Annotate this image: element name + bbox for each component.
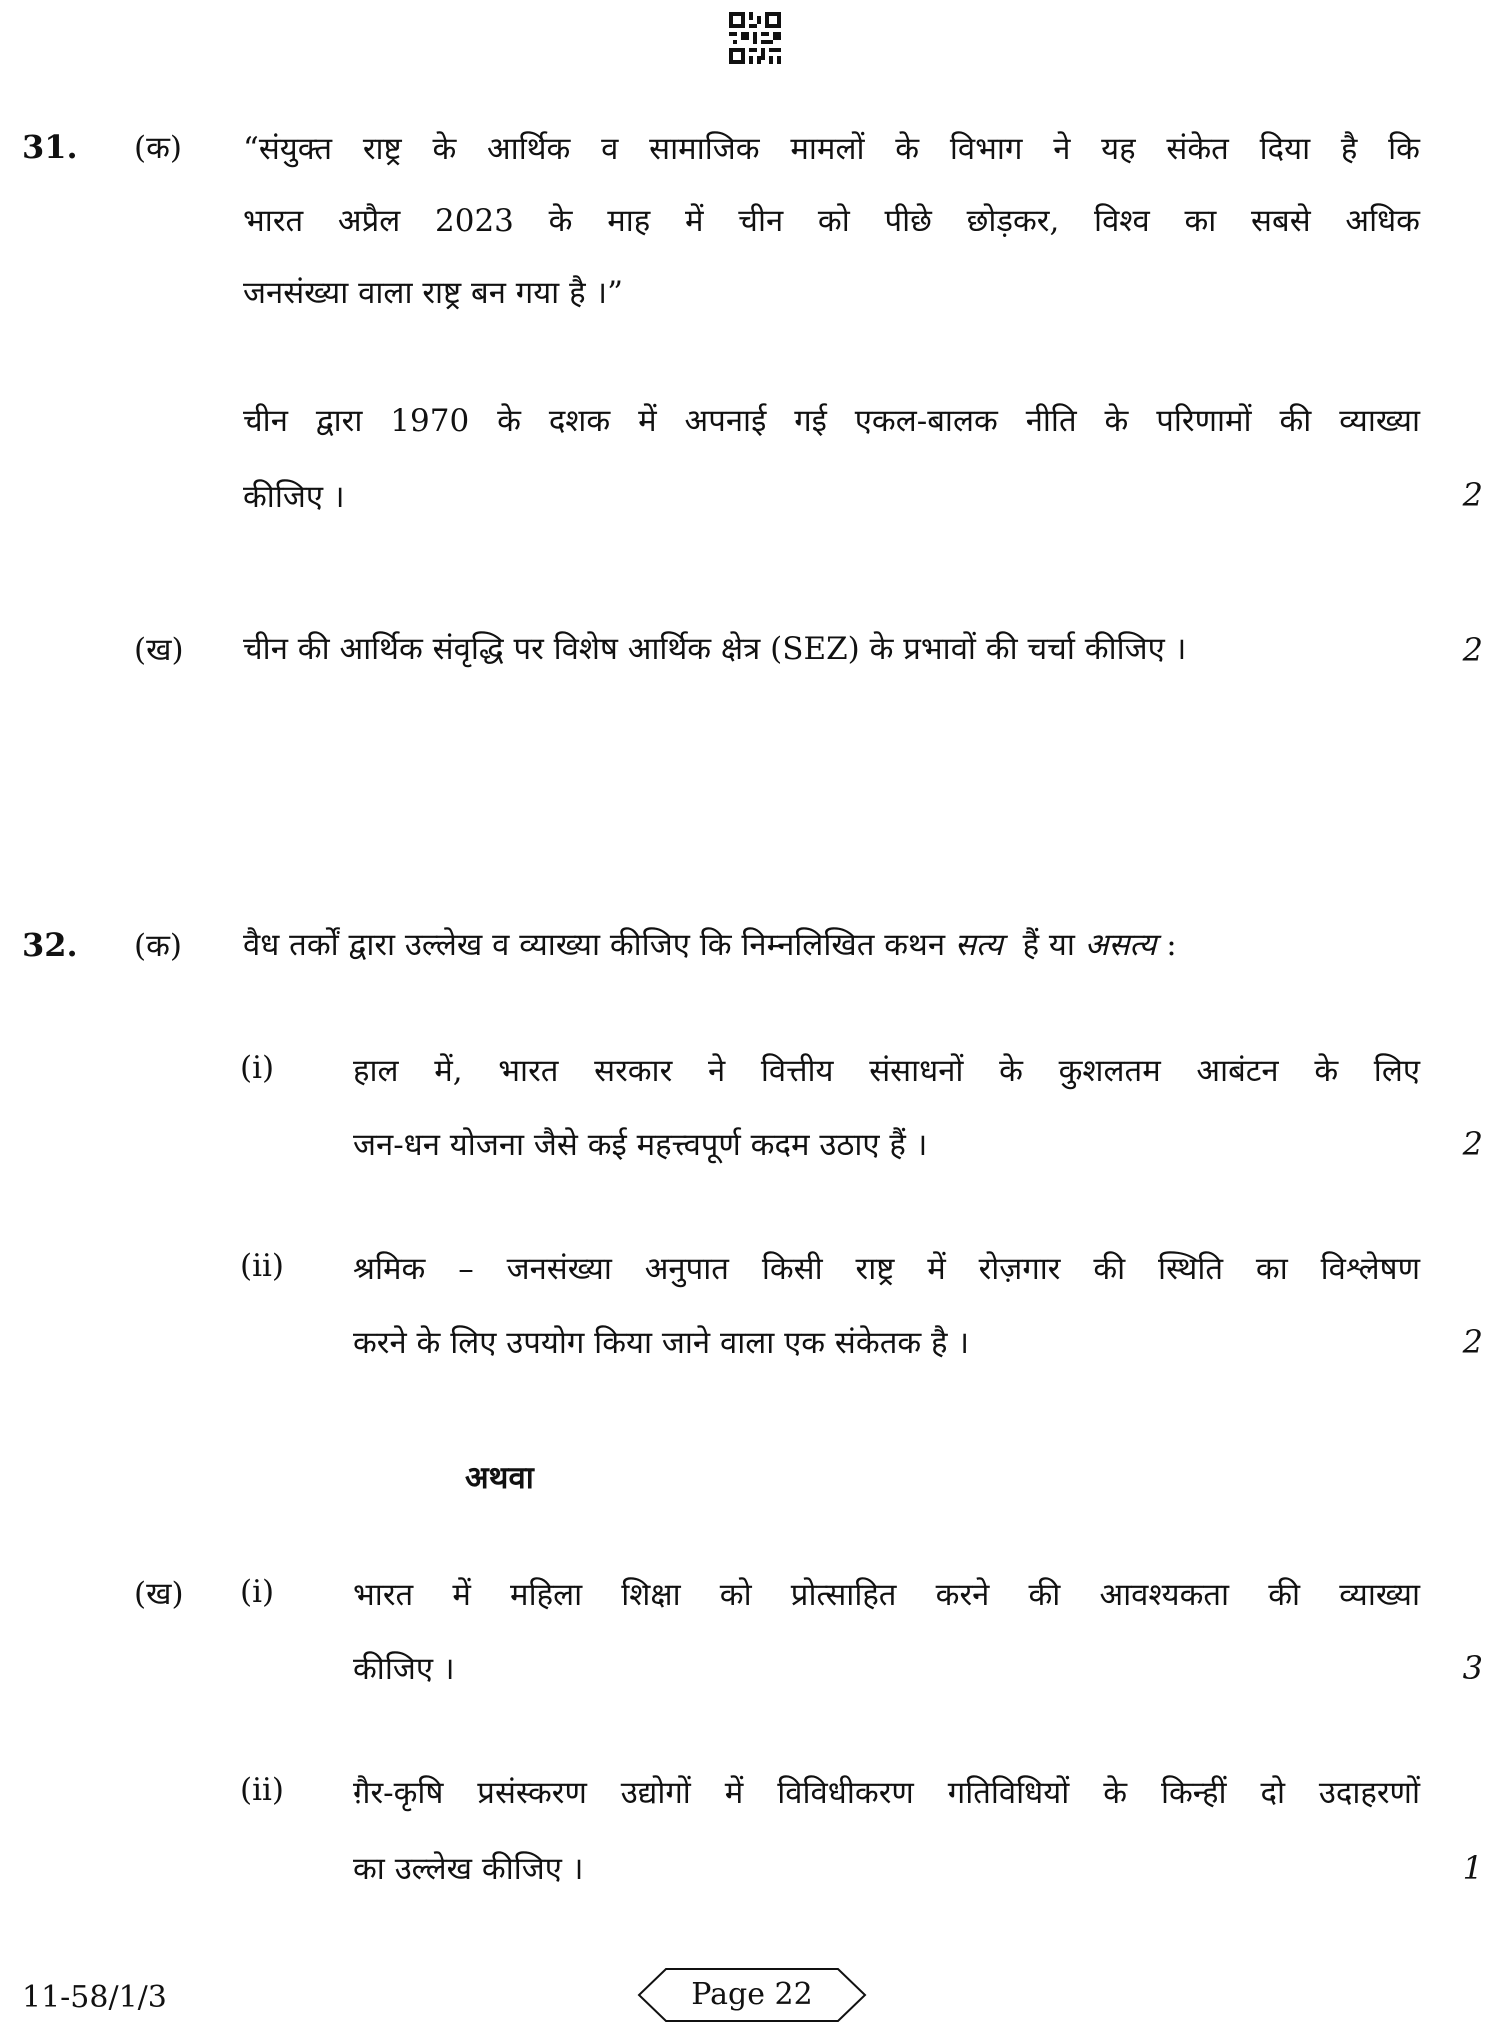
q32-a-ii-marks: 2 [1462,1323,1483,1361]
q31-a-para1-line1: “संयुक्त राष्ट्र के आर्थिक व सामाजिक मामलों के विभाग ने यह संकेत दिया है कि [243,131,1420,167]
q32-a-i-line1: हाल में, भारत सरकार ने वित्तीय संसाधनों के कुशलतम आबंटन के लिए [353,1053,1420,1089]
q32-part-a-label: (क) [134,928,182,964]
q32-a-intro-middle: हैं या [1022,927,1075,963]
q32-b-ii-label: (ii) [240,1772,285,1808]
q31-a-para2-line2: कीजिए । [243,479,345,515]
q32-a-intro-prefix: वैध तर्कों द्वारा उल्लेख व व्याख्या कीजिए कि निम्नलिखित कथन [243,927,946,963]
q32-b-i-line2: कीजिए । [353,1651,455,1687]
qr-code-icon [729,12,781,64]
q31-a-marks: 2 [1462,476,1483,514]
q32-a-i-line2: जन-धन योजना जैसे कई महत्त्वपूर्ण कदम उठाए हैं । [353,1127,928,1163]
question-number-31: 31. [22,128,78,166]
question-number-32: 32. [22,926,78,964]
q32-b-ii-marks: 1 [1462,1849,1483,1887]
q31-b-marks: 2 [1462,631,1483,669]
q32-a-ii-label: (ii) [240,1248,285,1284]
q31-part-b-label: (ख) [134,632,184,668]
q31-a-para1-line2: भारत अप्रैल 2023 के माह में चीन को पीछे छोड़कर, विश्व का सबसे अधिक [243,203,1420,239]
q32-a-intro [243,906,1483,985]
q32-a-intro-true: सत्य [954,927,1003,963]
q32-a-intro-false: असत्य [1084,927,1157,963]
q32-a-ii-line1: श्रमिक – जनसंख्या अनुपात किसी राष्ट्र में रोज़गार की स्थिति का विश्लेषण [353,1251,1420,1287]
or-heading: अथवा [465,1460,534,1496]
q32-a-i-marks: 2 [1462,1125,1483,1163]
page-number: Page 22 [691,1977,813,2012]
q31-b-text: चीन की आर्थिक संवृद्धि पर विशेष आर्थिक क्षेत्र (SEZ) के प्रभावों की चर्चा कीजिए । [243,631,1187,667]
page-number-badge [636,1966,868,2024]
q32-b-ii-line2: का उल्लेख कीजिए । [353,1851,584,1887]
paper-code: 11-58/1/3 [22,1980,167,2015]
q32-a-i-label: (i) [240,1050,275,1086]
q31-a-para1-line3: जनसंख्या वाला राष्ट्र बन गया है ।” [243,275,623,311]
q31-a-para2-line1: चीन द्वारा 1970 के दशक में अपनाई गई एकल-बालक नीति के परिणामों की व्याख्या [243,403,1420,439]
q31-part-a-label: (क) [134,130,182,166]
q32-b-ii-line1: ग़ैर-कृषि प्रसंस्करण उद्योगों में विविधीकरण गतिविधियों के किन्हीं दो उदाहरणों [353,1775,1420,1811]
q32-b-i-line1: भारत में महिला शिक्षा को प्रोत्साहित करने की आवश्यकता की व्याख्या [353,1577,1420,1613]
q32-b-i-marks: 3 [1462,1649,1483,1687]
q32-a-ii-line2: करने के लिए उपयोग किया जाने वाला एक संकेतक है । [353,1325,970,1361]
q32-part-b-label: (ख) [134,1576,184,1612]
q32-b-i-label: (i) [240,1574,275,1610]
q32-a-intro-suffix: : [1166,927,1177,963]
